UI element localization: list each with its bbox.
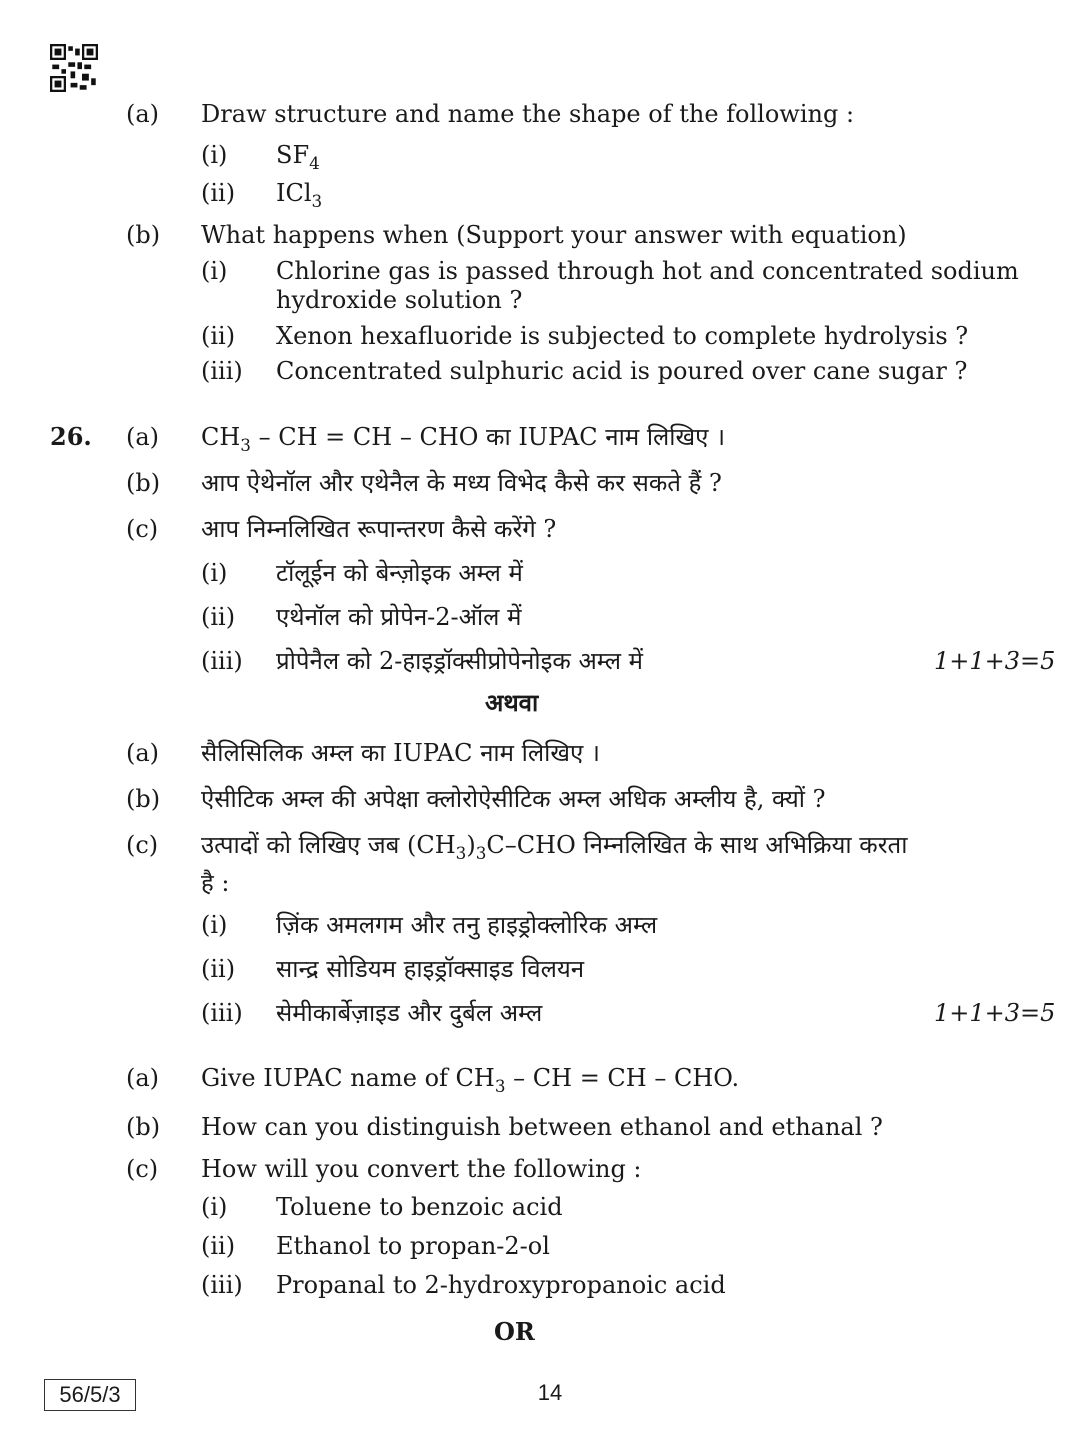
question-number: 26. (50, 422, 92, 451)
q26-en-c-i-label: (i) (201, 1193, 228, 1221)
q26-en-c-iii-text: Propanal to 2-hydroxypropanoic acid (276, 1271, 726, 1299)
q25-b-iii-text: Concentrated sulphuric acid is poured over cane sugar ? (276, 357, 968, 385)
q26-hi-or-c-text: उत्पादों को लिखिए जब $(CH_3)_3C$–CHO निम्नलिखित के साथ अभिक्रिया करता (201, 831, 908, 863)
q26-hi-or-c-line2: है : (201, 869, 230, 897)
q25-b-i-line1: Chlorine gas is passed through hot and concentrated sodium (276, 257, 1019, 285)
q26-hi-or-a-label: (a) (126, 739, 160, 767)
qr-code-icon (50, 44, 98, 92)
q26-hi-or-c-iii-label: (iii) (201, 999, 243, 1027)
q25-a-ii-text: ICl$_3$ (276, 179, 323, 211)
marks-label: 1+1+3=5 (934, 999, 1056, 1027)
q26-en-c-i-text: Toluene to benzoic acid (276, 1193, 563, 1221)
q25-b-ii-label: (ii) (201, 322, 236, 350)
q26-hi-b-text: आप ऐथेनॉल और एथेनैल के मध्य विभेद कैसे कर सकते हैं ? (201, 469, 722, 497)
q26-hi-c-ii-label: (ii) (201, 603, 236, 631)
q26-en-c-iii-label: (iii) (201, 1271, 243, 1299)
q26-hi-c-i-text: टॉलूईन को बेन्ज़ोइक अम्ल में (276, 559, 523, 587)
paper-code: 56/5/3 (44, 1379, 136, 1411)
q25-a-ii-label: (ii) (201, 179, 236, 207)
q26-en-c-ii-label: (ii) (201, 1232, 236, 1260)
q26-en-a-label: (a) (126, 1064, 160, 1092)
q25-b-text: What happens when (Support your answer with equation) (201, 221, 907, 249)
q26-hi-c-i-label: (i) (201, 559, 228, 587)
q26-hi-or-b-text: ऐसीटिक अम्ल की अपेक्षा क्लोरोऐसीटिक अम्ल अधिक अम्लीय है, क्यों ? (201, 785, 826, 813)
q26-hi-or-c-i-label: (i) (201, 911, 228, 939)
q26-hi-or-c-i-text: ज़िंक अमलगम और तनु हाइड्रोक्लोरिक अम्ल (276, 911, 658, 939)
q26-hi-c-ii-text: एथेनॉल को प्रोपेन-2-ऑल में (276, 603, 522, 631)
q26-hi-c-label: (c) (126, 515, 159, 543)
q26-hi-or-a-text: सैलिसिलिक अम्ल का IUPAC नाम लिखिए । (201, 739, 600, 767)
q26-en-c-label: (c) (126, 1155, 159, 1183)
or-heading-english: OR (494, 1317, 535, 1346)
q26-hi-or-c-label: (c) (126, 831, 159, 859)
q26-hi-or-c-iii-text: सेमीकार्बेज़ाइड और दुर्बल अम्ल (276, 999, 543, 1027)
q26-hi-a-text: $CH_3$ – CH = CH – CHO का IUPAC नाम लिखिए । (201, 423, 726, 455)
or-heading-hindi: अथवा (485, 688, 539, 717)
q25-a-i-label: (i) (201, 141, 228, 169)
q26-hi-or-c-ii-label: (ii) (201, 955, 236, 983)
q26-hi-or-b-label: (b) (126, 785, 161, 813)
q26-en-c-text: How will you convert the following : (201, 1155, 642, 1183)
q26-hi-c-iii-text: प्रोपेनैल को 2-हाइड्रॉक्सीप्रोपेनोइक अम्ल में (276, 647, 643, 675)
q25-b-label: (b) (126, 221, 161, 249)
q26-hi-c-text: आप निम्नलिखित रूपान्तरण कैसे करेंगे ? (201, 515, 557, 543)
q26-hi-c-iii-label: (iii) (201, 647, 243, 675)
q26-hi-a-label: (a) (126, 423, 160, 451)
marks-label: 1+1+3=5 (934, 647, 1056, 675)
q25-a-label: (a) (126, 100, 160, 128)
q25-b-i-line2: hydroxide solution ? (276, 286, 523, 314)
page-number: 14 (537, 1380, 563, 1405)
q26-en-b-label: (b) (126, 1113, 161, 1141)
q25-b-i-label: (i) (201, 257, 228, 285)
q26-en-b-text: How can you distinguish between ethanol and ethanal ? (201, 1113, 883, 1141)
q26-en-c-ii-text: Ethanol to propan-2-ol (276, 1232, 550, 1260)
q26-hi-or-c-ii-text: सान्द्र सोडियम हाइड्रॉक्साइड विलयन (276, 955, 585, 983)
q25-b-ii-text: Xenon hexafluoride is subjected to complete hydrolysis ? (276, 322, 969, 350)
q25-b-iii-label: (iii) (201, 357, 243, 385)
q25-a-i-text: $SF_4$ (276, 141, 320, 173)
q26-en-a-text: Give IUPAC name of $CH_3$ – CH = CH – CHO. (201, 1064, 740, 1096)
q26-hi-b-label: (b) (126, 469, 161, 497)
q25-a-text: Draw structure and name the shape of the following : (201, 100, 855, 128)
